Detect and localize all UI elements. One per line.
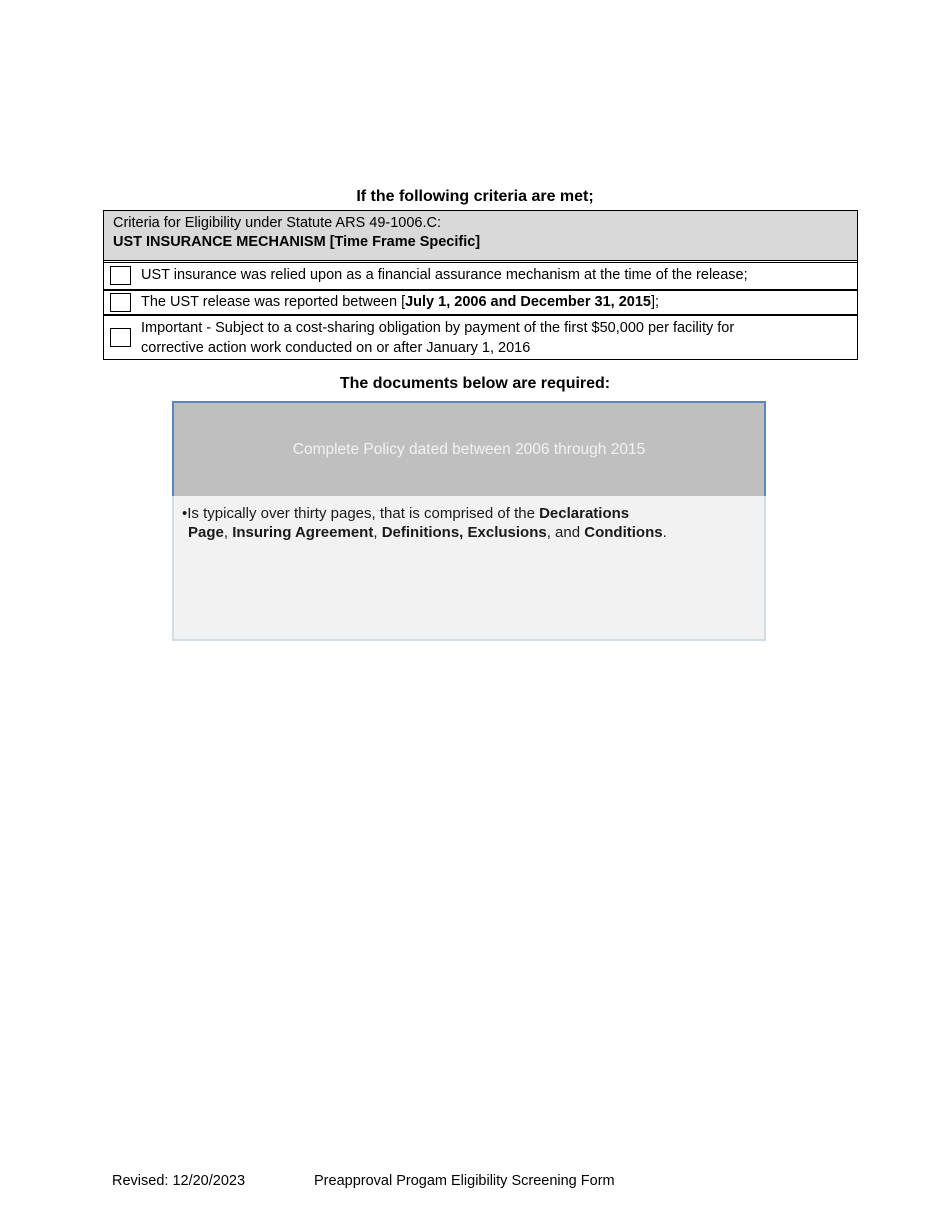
document-card-title: Complete Policy dated between 2006 through 2015 <box>172 401 766 496</box>
bullet-bold-declarations: Declarations <box>539 505 630 522</box>
bullet-bold-insuring-agreement: Insuring Agreement <box>232 524 374 541</box>
criteria-mechanism-title: UST INSURANCE MECHANISM [Time Frame Specific] <box>113 234 481 250</box>
criteria-table-header <box>104 211 857 261</box>
criteria-row-text-line2: corrective action work conducted on or after January 1, 2016 <box>141 340 531 356</box>
criteria-row-text-suffix: ]; <box>650 294 660 310</box>
criteria-checkbox-3[interactable] <box>110 328 131 347</box>
criteria-row-text: UST insurance was relied upon as a financial assurance mechanism at the time of the release; <box>141 267 748 283</box>
document-card-description <box>172 496 766 641</box>
criteria-row-cost-sharing <box>104 314 857 359</box>
criteria-row-insurance-relied <box>104 262 857 289</box>
bullet-text: , and <box>546 524 585 541</box>
documents-intro-heading: The documents below are required: <box>339 375 611 392</box>
footer-form-title: Preapproval Progam Eligibility Screening Form <box>314 1173 615 1189</box>
bullet-text: , <box>373 524 382 541</box>
criteria-intro-heading: If the following criteria are met; <box>356 188 594 205</box>
criteria-table <box>103 210 858 360</box>
criteria-row-text-line1: Important - Subject to a cost-sharing obligation by payment of the first $50,000 per facility for <box>141 320 735 336</box>
bullet-text: . <box>662 524 667 541</box>
bullet-bold-conditions: Conditions <box>584 524 663 541</box>
criteria-statute-label: Criteria for Eligibility under Statute ARS 49-1006.C: <box>113 215 442 231</box>
criteria-checkbox-1[interactable] <box>110 266 131 285</box>
required-document-card <box>172 401 766 641</box>
document-bullet-line1 <box>182 504 754 523</box>
criteria-checkbox-2[interactable] <box>110 293 131 312</box>
criteria-row-text-prefix: The UST release was reported between [ <box>141 294 406 310</box>
bullet-text: Is typically over thirty pages, that is comprised of the <box>187 505 540 522</box>
document-bullet-line2 <box>182 523 754 542</box>
bullet-bold-definitions-exclusions: Definitions, Exclusions <box>381 524 547 541</box>
bullet-text: , <box>223 524 233 541</box>
criteria-row-date-range: July 1, 2006 and December 31, 2015 <box>405 294 651 310</box>
bullet-bold-page: Page <box>188 524 224 541</box>
criteria-row-release-reported <box>104 289 857 314</box>
footer-revised-date: Revised: 12/20/2023 <box>112 1173 246 1189</box>
bullet-marker: • <box>182 505 188 522</box>
